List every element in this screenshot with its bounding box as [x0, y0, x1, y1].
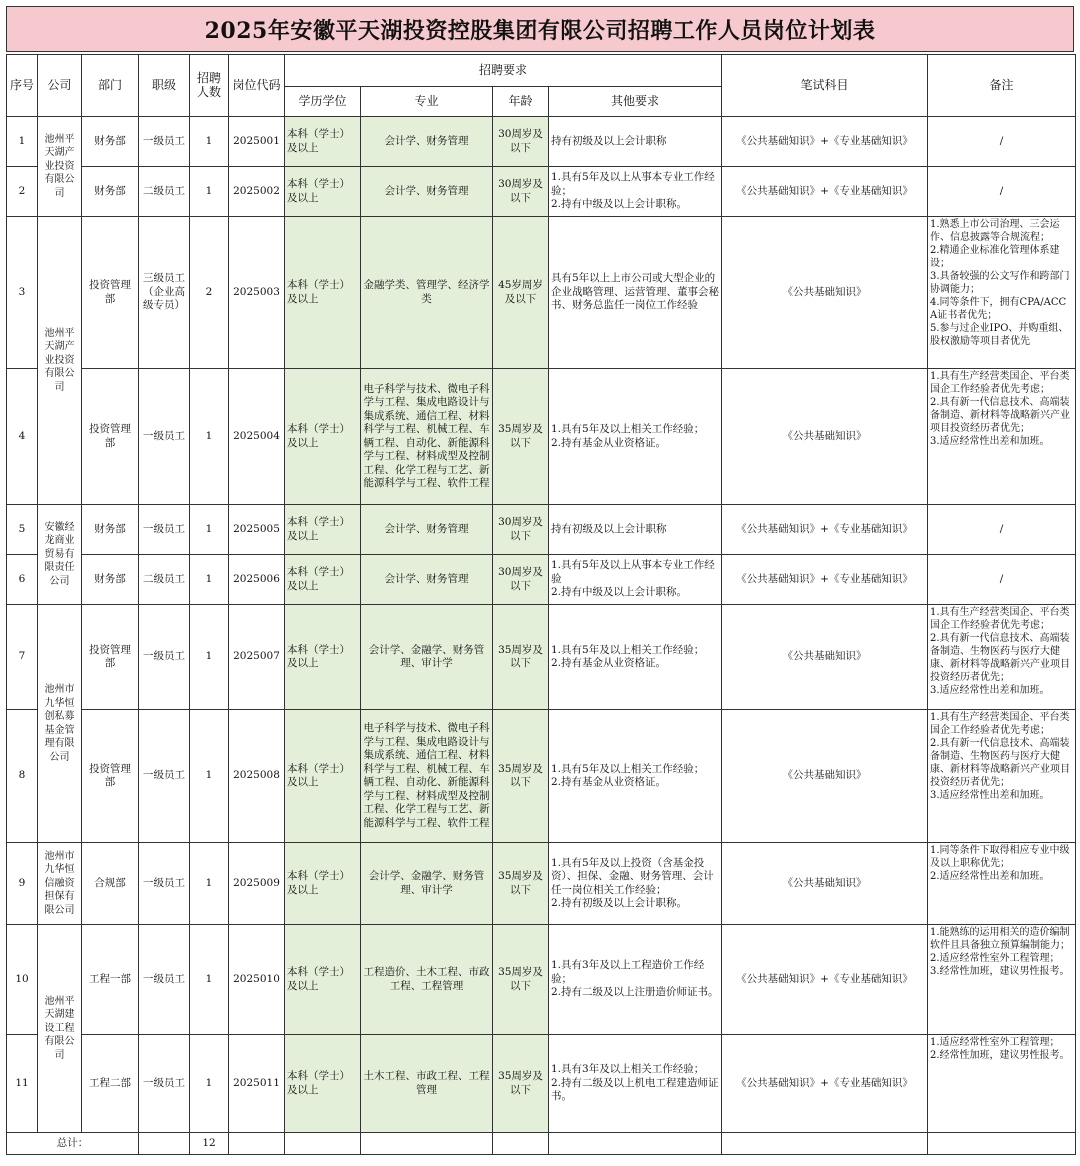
table-row: [7, 505, 1076, 555]
row-code: 2025010: [229, 925, 285, 1035]
row-code: 2025005: [229, 505, 285, 555]
row-remark: 1.能熟练的运用相关的造价编制软件且具备独立预算编制能力； 2.适应经常性室外工程管理； 3.经常性加班，建议男性报考。: [928, 925, 1076, 1035]
row-level: 二级员工: [139, 555, 190, 605]
row-code: 2025007: [229, 605, 285, 710]
row-dept: 工程一部: [82, 925, 139, 1035]
row-count: 1: [190, 925, 229, 1035]
row-other: 1.具有5年及以上相关工作经验； 2.持有基金从业资格证。: [549, 605, 722, 710]
row-other: 1.具有3年及以上相关工作经验； 2.持有二级及以上机电工程建造师证书。: [549, 1035, 722, 1133]
row-age: 35周岁及以下: [493, 710, 549, 843]
row-dept: 财务部: [82, 505, 139, 555]
header-major: 专业: [361, 87, 493, 117]
header-other: 其他要求: [549, 87, 722, 117]
row-major: 电子科学与技术、微电子科学与工程、集成电路设计与集成系统、通信工程、材料科学与工程、机械工程、车辆工程、自动化、新能源科学与工程、材料成型及控制工程、化学工程与工艺、新能源科学与工程、软件工程: [361, 710, 493, 843]
row-code: 2025008: [229, 710, 285, 843]
row-exam: 《公共基础知识》+《专业基础知识》: [722, 925, 928, 1035]
row-level: 一级员工: [139, 605, 190, 710]
row-company: 池州平天湖产业投资有限公司: [38, 117, 82, 217]
row-education: 本科（学士）及以上: [285, 369, 361, 505]
row-count: 1: [190, 555, 229, 605]
row-age: 30周岁及以下: [493, 117, 549, 167]
row-count: 1: [190, 117, 229, 167]
header-count: 招聘人数: [190, 55, 229, 117]
row-remark: /: [928, 167, 1076, 217]
header-company: 公司: [38, 55, 82, 117]
row-other: 1.具有3年及以上工程造价工作经验； 2.持有二级及以上注册造价师证书。: [549, 925, 722, 1035]
header-requirements: 招聘要求: [285, 55, 722, 87]
sheet-title: 2025年安徽平天湖投资控股集团有限公司招聘工作人员岗位计划表: [6, 6, 1074, 52]
row-remark: 1.熟悉上市公司治理、三会运作、信息披露等合规流程； 2.精通企业标准化管理体系建设； 3.具备较强的公文写作和跨部门协调能力； 4.同等条件下，拥有CPA/ACCA证书者优先； 5.参与过企业IPO、并购重组、股权激励等项目者优先: [928, 217, 1076, 369]
row-dept: 财务部: [82, 117, 139, 167]
row-age: 35周岁及以下: [493, 605, 549, 710]
row-level: 一级员工: [139, 117, 190, 167]
row-seq: 5: [7, 505, 38, 555]
row-exam: 《公共基础知识》+《专业基础知识》: [722, 1035, 928, 1133]
row-code: 2025002: [229, 167, 285, 217]
row-level: 一级员工: [139, 925, 190, 1035]
row-education: 本科（学士）及以上: [285, 117, 361, 167]
row-remark: 1.同等条件下取得相应专业中级及以上职称优先； 2.适应经常性出差和加班。: [928, 843, 1076, 925]
row-major: 会计学、金融学、财务管理、审计学: [361, 605, 493, 710]
header-education: 学历学位: [285, 87, 361, 117]
row-seq: 7: [7, 605, 38, 710]
table-row: [7, 117, 1076, 167]
row-education: 本科（学士）及以上: [285, 555, 361, 605]
row-education: 本科（学士）及以上: [285, 505, 361, 555]
row-company: 安徽经龙商业贸易有限责任公司: [38, 505, 82, 605]
row-exam: 《公共基础知识》+《专业基础知识》: [722, 117, 928, 167]
recruitment-table: [6, 54, 1076, 1155]
row-age: 35周岁及以下: [493, 369, 549, 505]
header-age: 年龄: [493, 87, 549, 117]
row-remark: /: [928, 505, 1076, 555]
row-level: 二级员工: [139, 167, 190, 217]
table-row: [7, 217, 1076, 369]
row-seq: 8: [7, 710, 38, 843]
row-seq: 10: [7, 925, 38, 1035]
table-row: [7, 555, 1076, 605]
total-label: 总计：: [7, 1133, 139, 1155]
row-age: 30周岁及以下: [493, 505, 549, 555]
row-other: 持有初级及以上会计职称: [549, 505, 722, 555]
row-major: 土木工程、市政工程、工程管理: [361, 1035, 493, 1133]
row-dept: 投资管理部: [82, 217, 139, 369]
row-education: 本科（学士）及以上: [285, 167, 361, 217]
row-count: 1: [190, 710, 229, 843]
row-remark: /: [928, 117, 1076, 167]
row-education: 本科（学士）及以上: [285, 605, 361, 710]
row-remark: 1.具有生产经营类国企、平台类国企工作经验者优先考虑； 2.具有新一代信息技术、高端装备制造、生物医药与医疗大健康、新材料等战略新兴产业项目投资经历者优先； 3.适应经常性出差和加班。: [928, 605, 1076, 710]
row-dept: 投资管理部: [82, 710, 139, 843]
row-other: 1.具有5年及以上投资（含基金投资）、担保、金融、财务管理、会计任一岗位相关工作经验； 2.持有初级及以上会计职称。: [549, 843, 722, 925]
row-seq: 1: [7, 117, 38, 167]
row-exam: 《公共基础知识》: [722, 710, 928, 843]
header-remark: 备注: [928, 55, 1076, 117]
table-row: [7, 605, 1076, 710]
row-exam: 《公共基础知识》+《专业基础知识》: [722, 167, 928, 217]
row-dept: 投资管理部: [82, 369, 139, 505]
row-remark: 1.具有生产经营类国企、平台类国企工作经验者优先考虑； 2.具有新一代信息技术、高端装备制造、生物医药与医疗大健康、新材料等战略新兴产业项目投资经历者优先； 3.适应经常性出差和加班。: [928, 710, 1076, 843]
row-seq: 6: [7, 555, 38, 605]
header-level: 职级: [139, 55, 190, 117]
row-level: 一级员工: [139, 710, 190, 843]
row-dept: 财务部: [82, 167, 139, 217]
row-education: 本科（学士）及以上: [285, 217, 361, 369]
row-major: 电子科学与技术、微电子科学与工程、集成电路设计与集成系统、通信工程、材料科学与工程、机械工程、车辆工程、自动化、新能源科学与工程、材料成型及控制工程、化学工程与工艺、新能源科学与工程、软件工程: [361, 369, 493, 505]
row-seq: 3: [7, 217, 38, 369]
row-company: 池州平天湖建设工程有限公司: [38, 925, 82, 1133]
table-row: [7, 925, 1076, 1035]
row-other: 1.具有5年及以上相关工作经验； 2.持有基金从业资格证。: [549, 710, 722, 843]
header-dept: 部门: [82, 55, 139, 117]
row-code: 2025003: [229, 217, 285, 369]
row-education: 本科（学士）及以上: [285, 1035, 361, 1133]
total-blank: [139, 1133, 190, 1155]
row-major: 会计学、财务管理: [361, 117, 493, 167]
row-remark: /: [928, 555, 1076, 605]
row-age: 35周岁及以下: [493, 843, 549, 925]
row-level: 一级员工: [139, 505, 190, 555]
row-dept: 投资管理部: [82, 605, 139, 710]
row-age: 35周岁及以下: [493, 1035, 549, 1133]
row-exam: 《公共基础知识》+《专业基础知识》: [722, 505, 928, 555]
row-remark: 1.适应经常性室外工程管理； 2.经常性加班，建议男性报考。: [928, 1035, 1076, 1133]
header-exam: 笔试科目: [722, 55, 928, 117]
row-age: 30周岁及以下: [493, 167, 549, 217]
row-dept: 财务部: [82, 555, 139, 605]
row-seq: 11: [7, 1035, 38, 1133]
row-count: 1: [190, 605, 229, 710]
row-other: 具有5年以上上市公司或大型企业的企业战略管理、运营管理、董事会秘书、财务总监任一岗位工作经验: [549, 217, 722, 369]
row-exam: 《公共基础知识》: [722, 843, 928, 925]
row-code: 2025011: [229, 1035, 285, 1133]
row-dept: 工程二部: [82, 1035, 139, 1133]
row-seq: 9: [7, 843, 38, 925]
row-major: 金融学类、管理学、经济学类: [361, 217, 493, 369]
row-other: 持有初级及以上会计职称: [549, 117, 722, 167]
row-company: 池州市九华恒创私募基金管理有限公司: [38, 605, 82, 843]
header-code: 岗位代码: [229, 55, 285, 117]
row-dept: 合规部: [82, 843, 139, 925]
row-major: 会计学、财务管理: [361, 167, 493, 217]
row-code: 2025006: [229, 555, 285, 605]
row-code: 2025001: [229, 117, 285, 167]
row-exam: 《公共基础知识》+《专业基础知识》: [722, 555, 928, 605]
row-other: 1.具有5年及以上从事本专业工作经验 2.持有中级及以上会计职称。: [549, 555, 722, 605]
row-code: 2025004: [229, 369, 285, 505]
row-other: 1.具有5年及以上从事本专业工作经验； 2.持有中级及以上会计职称。: [549, 167, 722, 217]
table-row: [7, 843, 1076, 925]
row-other: 1.具有5年及以上相关工作经验； 2.持有基金从业资格证。: [549, 369, 722, 505]
row-major: 会计学、财务管理: [361, 555, 493, 605]
row-level: 一级员工: [139, 369, 190, 505]
row-seq: 4: [7, 369, 38, 505]
row-exam: 《公共基础知识》: [722, 605, 928, 710]
table-row: [7, 369, 1076, 505]
row-count: 1: [190, 843, 229, 925]
row-seq: 2: [7, 167, 38, 217]
table-row: [7, 1035, 1076, 1133]
row-company: 池州市九华恒信融资担保有限公司: [38, 843, 82, 925]
row-level: 一级员工: [139, 1035, 190, 1133]
row-age: 35周岁及以下: [493, 925, 549, 1035]
row-exam: 《公共基础知识》: [722, 217, 928, 369]
row-education: 本科（学士）及以上: [285, 925, 361, 1035]
row-education: 本科（学士）及以上: [285, 710, 361, 843]
row-remark: 1.具有生产经营类国企、平台类国企工作经验者优先考虑； 2.具有新一代信息技术、高端装备制造、新材料等战略新兴产业项目投资经历者优先； 3.适应经常性出差和加班。: [928, 369, 1076, 505]
row-count: 1: [190, 369, 229, 505]
row-count: 1: [190, 505, 229, 555]
row-exam: 《公共基础知识》: [722, 369, 928, 505]
row-level: 一级员工: [139, 843, 190, 925]
header-seq: 序号: [7, 55, 38, 117]
row-age: 45岁周岁及以下: [493, 217, 549, 369]
row-company: 池州平天湖产业投资有限公司: [38, 217, 82, 505]
row-count: 1: [190, 167, 229, 217]
row-level: 三级员工（企业高级专员）: [139, 217, 190, 369]
row-count: 1: [190, 1035, 229, 1133]
row-count: 2: [190, 217, 229, 369]
row-major: 会计学、金融学、财务管理、审计学: [361, 843, 493, 925]
table-row: [7, 167, 1076, 217]
table-row: [7, 710, 1076, 843]
total-count: 12: [190, 1133, 229, 1155]
row-education: 本科（学士）及以上: [285, 843, 361, 925]
row-major: 工程造价、土木工程、市政工程、工程管理: [361, 925, 493, 1035]
row-code: 2025009: [229, 843, 285, 925]
row-age: 30周岁及以下: [493, 555, 549, 605]
row-major: 会计学、财务管理: [361, 505, 493, 555]
